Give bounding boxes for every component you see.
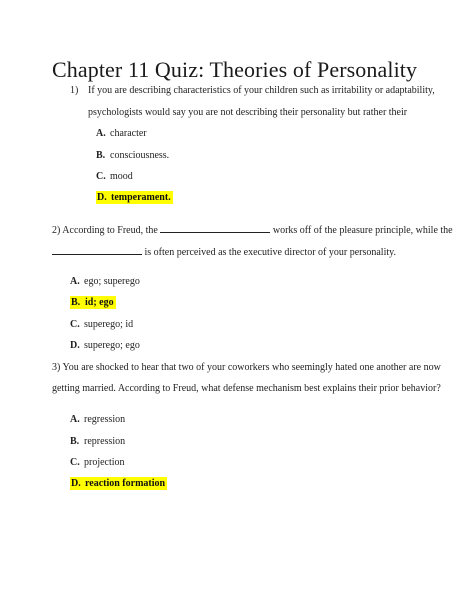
question-2-option-b-correct xyxy=(70,296,116,310)
option-text: ego; superego xyxy=(84,276,140,287)
question-1-text-line-2: psychologists would say you are not describing their personality but rather their xyxy=(88,107,408,118)
option-text: projection xyxy=(84,457,125,468)
option-text: superego; ego xyxy=(84,340,140,351)
question-3-option-d-correct xyxy=(70,477,167,491)
question-2-number: 2) xyxy=(52,225,61,236)
question-1-option-d-correct xyxy=(96,191,173,205)
answer-highlight xyxy=(70,477,167,490)
option-letter: B. xyxy=(71,297,81,308)
question-2-text-line-1 xyxy=(52,222,453,238)
option-letter: D. xyxy=(70,340,80,351)
option-text: character xyxy=(110,128,147,139)
option-letter: B. xyxy=(96,150,106,161)
option-letter: C. xyxy=(70,319,80,330)
page-title: Chapter 11 Quiz: Theories of Personality xyxy=(52,57,418,82)
question-1-option-c xyxy=(96,170,133,184)
question-2-option-a xyxy=(70,275,140,289)
option-text: mood xyxy=(110,171,133,182)
question-3-text-line-1 xyxy=(52,361,441,375)
option-text: id; ego xyxy=(85,297,114,308)
question-1-option-a xyxy=(96,127,147,141)
fill-in-blank xyxy=(160,222,270,233)
option-letter: D. xyxy=(71,478,81,489)
question-3-text-part-a: You are shocked to hear that two of your coworkers who seemingly hated one another are now xyxy=(62,362,441,373)
option-letter: D. xyxy=(97,192,107,203)
option-letter: A. xyxy=(70,276,80,287)
question-2-text-part-c: is often perceived as the executive director of your personality. xyxy=(144,247,396,258)
fill-in-blank xyxy=(52,244,142,255)
option-text: superego; id xyxy=(84,319,134,330)
question-1-number: 1) xyxy=(70,85,79,96)
option-letter: A. xyxy=(70,414,80,425)
question-2-text-part-a: According to Freud, the xyxy=(62,225,158,236)
question-3-option-b xyxy=(70,435,125,449)
option-text: regression xyxy=(84,414,126,425)
answer-highlight xyxy=(70,296,116,309)
question-3-number: 3) xyxy=(52,362,61,373)
option-text: repression xyxy=(84,436,126,447)
question-3-option-a xyxy=(70,413,125,427)
question-2-text-part-b: works off of the pleasure principle, while the xyxy=(272,225,453,236)
answer-highlight xyxy=(96,191,173,204)
question-2-option-d xyxy=(70,339,140,353)
option-letter: B. xyxy=(70,436,80,447)
question-2-text-line-2 xyxy=(52,244,396,260)
question-3-text-line-2: getting married. According to Freud, what defense mechanism best explains their prior behavior? xyxy=(52,383,441,394)
question-2-option-c xyxy=(70,318,133,332)
question-3-option-c xyxy=(70,456,125,470)
question-1-text-line-1: If you are describing characteristics of your children such as irritability or adaptability, xyxy=(88,85,435,96)
option-text: reaction formation xyxy=(85,478,166,489)
option-text: temperament. xyxy=(111,192,171,203)
question-1-option-b xyxy=(96,149,169,163)
option-text: consciousness. xyxy=(110,150,170,161)
option-letter: C. xyxy=(96,171,106,182)
option-letter: A. xyxy=(96,128,106,139)
option-letter: C. xyxy=(70,457,80,468)
